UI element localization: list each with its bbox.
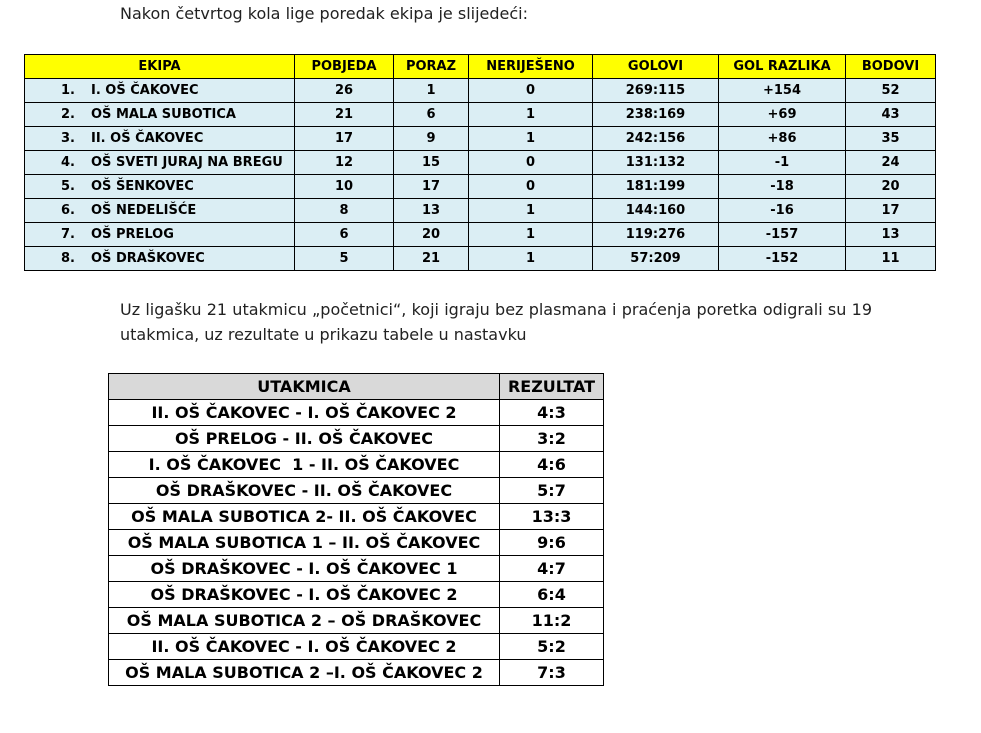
wins-cell: 6 (295, 223, 394, 247)
col-header-utakmica: UTAKMICA (109, 374, 500, 400)
draws-cell: 1 (469, 247, 593, 271)
col-header-rezultat: REZULTAT (500, 374, 604, 400)
col-header-poraz: PORAZ (394, 55, 469, 79)
team-name: II. OŠ ČAKOVEC (91, 131, 204, 146)
table-row (25, 175, 936, 199)
losses-cell: 1 (394, 79, 469, 103)
losses-cell: 15 (394, 151, 469, 175)
team-cell (25, 103, 295, 127)
match-cell: OŠ PRELOG - II. OŠ ČAKOVEC (109, 426, 500, 452)
rank-number: 7. (61, 227, 75, 242)
table-row (25, 127, 936, 151)
intro-text: Nakon četvrtog kola lige poredak ekipa je slijedeći: (120, 4, 528, 23)
goal-diff-cell: -1 (719, 151, 846, 175)
match-cell: OŠ DRAŠKOVEC - II. OŠ ČAKOVEC (109, 478, 500, 504)
draws-cell: 0 (469, 79, 593, 103)
team-cell (25, 151, 295, 175)
table-row (109, 608, 604, 634)
draws-cell: 1 (469, 199, 593, 223)
result-cell: 4:7 (500, 556, 604, 582)
goals-cell: 242:156 (593, 127, 719, 151)
losses-cell: 13 (394, 199, 469, 223)
goals-cell: 131:132 (593, 151, 719, 175)
points-cell: 52 (846, 79, 936, 103)
table-row (25, 151, 936, 175)
rank-number: 3. (61, 131, 75, 146)
result-cell: 4:3 (500, 400, 604, 426)
team-cell (25, 175, 295, 199)
points-cell: 13 (846, 223, 936, 247)
draws-cell: 1 (469, 223, 593, 247)
wins-cell: 8 (295, 199, 394, 223)
result-cell: 4:6 (500, 452, 604, 478)
rank-number: 6. (61, 203, 75, 218)
rank-number: 4. (61, 155, 75, 170)
team-cell (25, 199, 295, 223)
result-cell: 7:3 (500, 660, 604, 686)
table-row (25, 247, 936, 271)
losses-cell: 17 (394, 175, 469, 199)
goal-diff-cell: +154 (719, 79, 846, 103)
goals-cell: 57:209 (593, 247, 719, 271)
wins-cell: 26 (295, 79, 394, 103)
goal-diff-cell: -157 (719, 223, 846, 247)
team-name: OŠ DRAŠKOVEC (91, 251, 205, 266)
result-cell: 3:2 (500, 426, 604, 452)
wins-cell: 10 (295, 175, 394, 199)
table-row (109, 478, 604, 504)
matches-header-row (109, 374, 604, 400)
goals-cell: 238:169 (593, 103, 719, 127)
rank-number: 1. (61, 83, 75, 98)
match-cell: II. OŠ ČAKOVEC - I. OŠ ČAKOVEC 2 (109, 634, 500, 660)
goals-cell: 269:115 (593, 79, 719, 103)
table-row (109, 400, 604, 426)
result-cell: 5:2 (500, 634, 604, 660)
match-cell: OŠ MALA SUBOTICA 2 –I. OŠ ČAKOVEC 2 (109, 660, 500, 686)
points-cell: 24 (846, 151, 936, 175)
standings-table (24, 54, 936, 271)
standings-body (25, 79, 936, 271)
table-row (109, 504, 604, 530)
table-row (109, 660, 604, 686)
rank-number: 5. (61, 179, 75, 194)
table-row (109, 582, 604, 608)
col-header-golovi: GOLOVI (593, 55, 719, 79)
team-cell (25, 247, 295, 271)
table-row (25, 79, 936, 103)
match-cell: OŠ MALA SUBOTICA 2- II. OŠ ČAKOVEC (109, 504, 500, 530)
draws-cell: 1 (469, 127, 593, 151)
col-header-pobjeda: POBJEDA (295, 55, 394, 79)
col-header-nerijeseno: NERIJEŠENO (469, 55, 593, 79)
team-name: OŠ SVETI JURAJ NA BREGU (91, 155, 283, 170)
col-header-gol-razlika: GOL RAZLIKA (719, 55, 846, 79)
standings-header-row (25, 55, 936, 79)
team-name: OŠ NEDELIŠĆE (91, 203, 197, 218)
goal-diff-cell: +86 (719, 127, 846, 151)
match-cell: OŠ MALA SUBOTICA 1 – II. OŠ ČAKOVEC (109, 530, 500, 556)
paragraph-text: Uz ligašku 21 utakmicu „početnici“, koji igraju bez plasmana i praćenja poretka odigrali su 19 utakmica, uz rezultate u prikazu tabele u nastavku (120, 300, 872, 344)
rank-number: 8. (61, 251, 75, 266)
table-row (109, 452, 604, 478)
points-cell: 20 (846, 175, 936, 199)
team-name: OŠ ŠENKOVEC (91, 179, 194, 194)
table-row (109, 556, 604, 582)
goal-diff-cell: -18 (719, 175, 846, 199)
losses-cell: 9 (394, 127, 469, 151)
result-cell: 11:2 (500, 608, 604, 634)
draws-cell: 0 (469, 151, 593, 175)
match-cell: OŠ DRAŠKOVEC - I. OŠ ČAKOVEC 1 (109, 556, 500, 582)
wins-cell: 21 (295, 103, 394, 127)
result-cell: 6:4 (500, 582, 604, 608)
wins-cell: 17 (295, 127, 394, 151)
goals-cell: 144:160 (593, 199, 719, 223)
result-cell: 13:3 (500, 504, 604, 530)
goal-diff-cell: -16 (719, 199, 846, 223)
match-cell: OŠ MALA SUBOTICA 2 – OŠ DRAŠKOVEC (109, 608, 500, 634)
goals-cell: 181:199 (593, 175, 719, 199)
matches-table (108, 373, 604, 686)
losses-cell: 6 (394, 103, 469, 127)
table-row (109, 634, 604, 660)
match-cell: I. OŠ ČAKOVEC 1 - II. OŠ ČAKOVEC (109, 452, 500, 478)
goals-cell: 119:276 (593, 223, 719, 247)
points-cell: 11 (846, 247, 936, 271)
match-cell: OŠ DRAŠKOVEC - I. OŠ ČAKOVEC 2 (109, 582, 500, 608)
team-name: I. OŠ ČAKOVEC (91, 83, 199, 98)
team-name: OŠ PRELOG (91, 227, 174, 242)
points-cell: 43 (846, 103, 936, 127)
wins-cell: 12 (295, 151, 394, 175)
team-cell (25, 223, 295, 247)
losses-cell: 21 (394, 247, 469, 271)
table-row (25, 199, 936, 223)
team-cell (25, 127, 295, 151)
table-row (109, 426, 604, 452)
table-row (109, 530, 604, 556)
draws-cell: 1 (469, 103, 593, 127)
points-cell: 35 (846, 127, 936, 151)
wins-cell: 5 (295, 247, 394, 271)
draws-cell: 0 (469, 175, 593, 199)
result-cell: 5:7 (500, 478, 604, 504)
team-cell (25, 79, 295, 103)
goal-diff-cell: +69 (719, 103, 846, 127)
match-cell: II. OŠ ČAKOVEC - I. OŠ ČAKOVEC 2 (109, 400, 500, 426)
matches-body (109, 400, 604, 686)
losses-cell: 20 (394, 223, 469, 247)
points-cell: 17 (846, 199, 936, 223)
col-header-ekipa: EKIPA (25, 55, 295, 79)
team-name: OŠ MALA SUBOTICA (91, 107, 236, 122)
table-row (25, 103, 936, 127)
result-cell: 9:6 (500, 530, 604, 556)
table-row (25, 223, 936, 247)
col-header-bodovi: BODOVI (846, 55, 936, 79)
rank-number: 2. (61, 107, 75, 122)
goal-diff-cell: -152 (719, 247, 846, 271)
